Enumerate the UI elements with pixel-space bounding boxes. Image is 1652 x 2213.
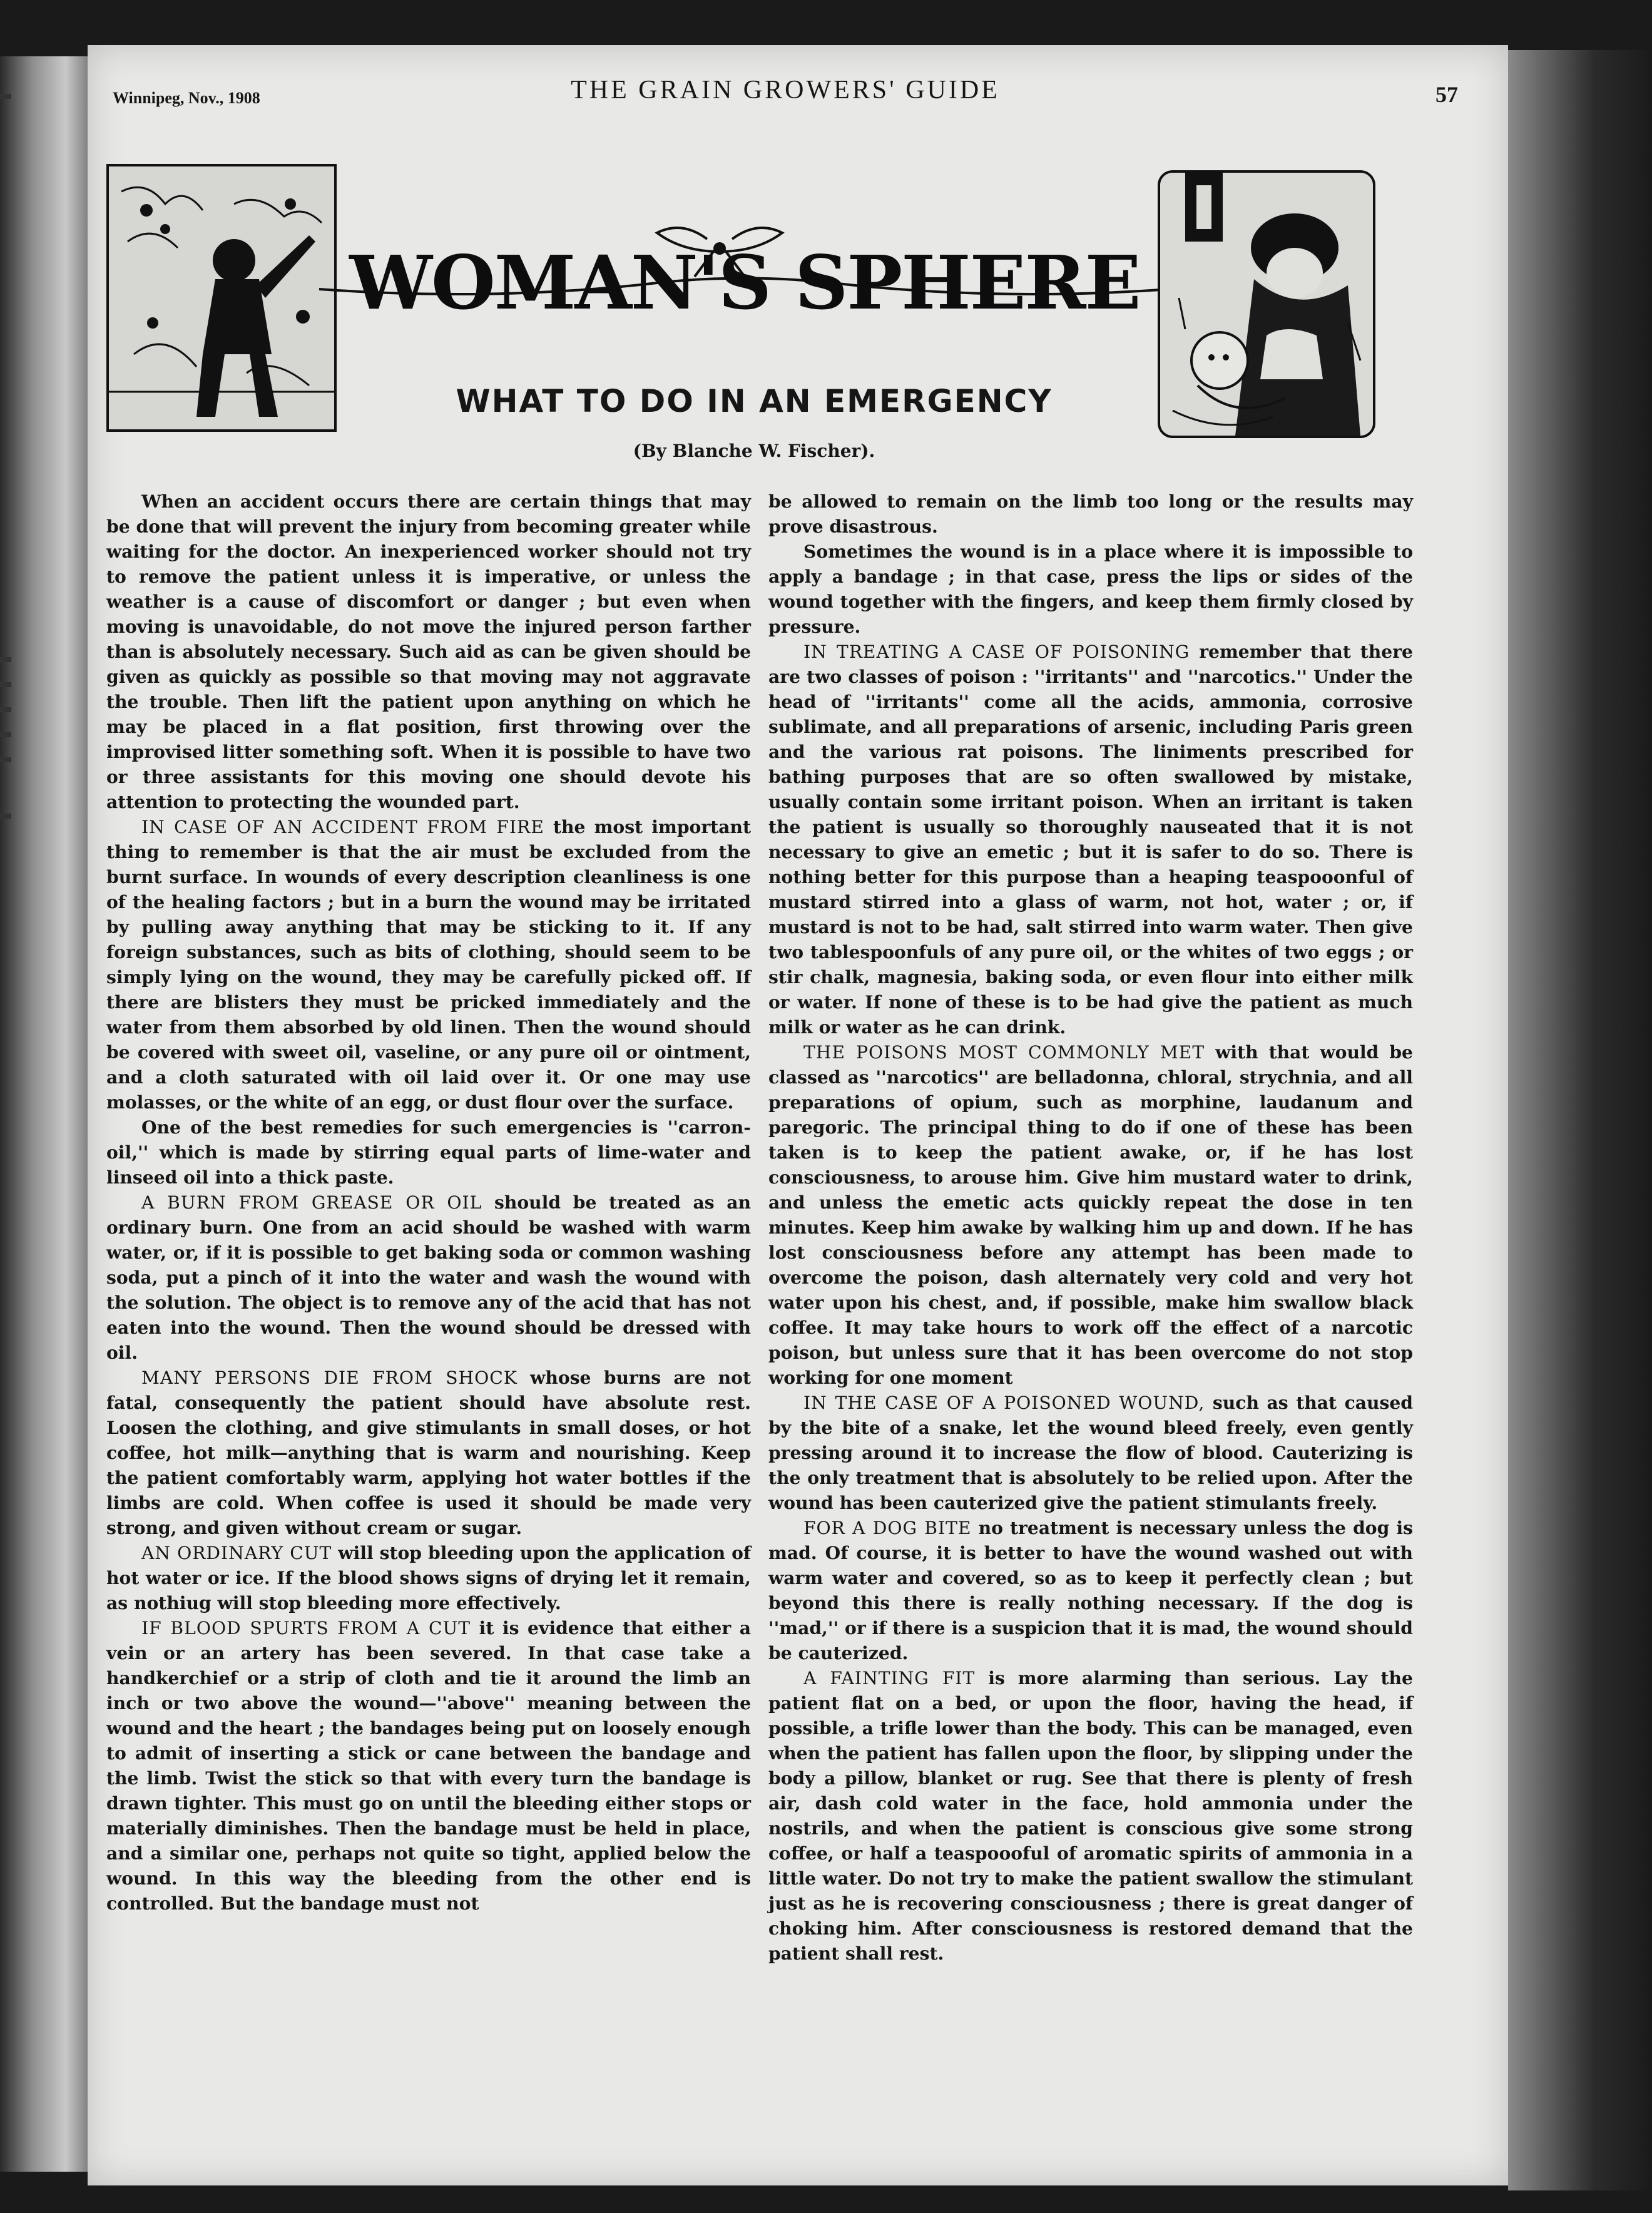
paragraph-text: whose burns are not fatal, consequently the patient should have absolute rest. Loosen the clothing, and give stimulants in small doses, or hot coffee, hot milk—anything that is warm and nourishing. Keep the patient comfortably warm, applying hot water bottles if the limbs are cold. When coffee is used it should be made very strong, and given without cream or sugar. <box>106 1367 751 1538</box>
mother-and-baby-illustration <box>1158 170 1375 438</box>
paper-name: THE GRAIN GROWERS' GUIDE <box>571 76 1000 105</box>
paragraph-lead-in: A BURN FROM GREASE OR OIL <box>141 1192 482 1213</box>
paragraph-lead-in: IF BLOOD SPURTS FROM A CUT <box>141 1618 471 1638</box>
article-paragraph <box>768 1666 1413 1966</box>
page-header <box>113 75 1458 113</box>
article-paragraph <box>106 1190 751 1366</box>
paragraph-text: should be treated as an ordinary burn. One from an acid should be washed with warm water, or, if it is possible to get baking soda or common washing soda, put a pinch of it into the water and wash the wound with the solution. The object is to remove any of the acid that has not eaten into the wound. Then the wound should be dressed with oil. <box>106 1192 751 1363</box>
article-paragraph <box>768 1391 1413 1516</box>
paragraph-lead-in: IN TREATING A CASE OF POISONING <box>803 641 1190 662</box>
paragraph-text: will stop bleeding upon the application of hot water or ice. If the blood shows signs of drying let it remain, as nothiug will stop bleeding more effectively. <box>106 1543 751 1613</box>
newspaper-page <box>88 45 1508 2185</box>
article-byline: (By Blanche W. Fischer). <box>633 441 875 461</box>
article-paragraph <box>106 489 751 815</box>
article-paragraph <box>106 1616 751 1916</box>
section-banner <box>307 214 1183 333</box>
paragraph-lead-in: IN THE CASE OF A POISONED WOUND, <box>803 1393 1205 1413</box>
paragraph-lead-in: AN ORDINARY CUT <box>141 1543 332 1563</box>
previous-page-edge <box>0 56 94 2172</box>
paragraph-text: such as that caused by the bite of a snake, let the wound bleed freely, even gently pressing around it to increase the flow of blood. Cauterizing is the only treatment that is absolutely to be relied upon. After the wound has been cauterized give the patient stimulants freely. <box>768 1393 1414 1513</box>
paragraph-text: When an accident occurs there are certain things that may be done that will prevent the injury from becoming greater while waiting for the doctor. An inexperienced worker should not try to remove the patient unless it is imperative, or unless the weather is a cause of discomfort or danger ; but even when moving is unavoidable, do not move the injured person farther than is absolutely necessary. Such aid as can be given should be given as quickly as possible so that moving may not aggravate the trouble. Then lift the patient upon anything on which he may be placed in a flat position, first throwing over the improvised litter something soft. When it is possible to have two or three assistants for this moving one should devote his attention to protecting the wounded part. <box>106 491 751 812</box>
article-column-left <box>106 489 751 1916</box>
paragraph-lead-in: IN CASE OF AN ACCIDENT FROM FIRE <box>141 817 544 837</box>
article-paragraph <box>768 489 1413 539</box>
dateline: Winnipeg, Nov., 1908 <box>113 89 260 107</box>
paragraph-lead-in: MANY PERSONS DIE FROM SHOCK <box>141 1367 518 1388</box>
paragraph-text: remember that there are two classes of poison : ''irritants'' and ''narcotics.'' Under the head of ''irritants'' come all the acids, ammonia, corrosive sublimate, and all preparations of arsenic, including Paris green and the various rat poisons. The liniments prescribed for bathing purposes that are so often swallowed by mistake, usually contain some irritant poison. When an irritant is taken the patient is usually so thoroughly nauseated that it is not necessary to give an emetic ; but it is safer to do so. There is nothing better for this purpose than a heaping teaspooonful of mustard stirred into a glass of warm, not hot, water ; or, if mustard is not to be had, salt stirred into warm water. Then give two tablespoonfuls of any pure oil, or the whites of two eggs ; or stir chalk, magnesia, baking soda, or even flour into either milk or water. If none of these is to be had give the patient as much milk or water as he can drink. <box>768 641 1413 1038</box>
paragraph-lead-in: THE POISONS MOST COMMONLY MET <box>803 1042 1205 1063</box>
page-number: 57 <box>1435 82 1458 107</box>
child-with-flowers-illustration <box>106 164 337 432</box>
article-paragraph <box>768 539 1413 640</box>
article-paragraph <box>106 1115 751 1190</box>
paragraph-text: is more alarming than serious. Lay the patient flat on a bed, or upon the floor, having the head, if possible, a trifle lower than the body. This can be managed, even when the patient has fallen upon the floor, by slipping under the body a pillow, blanket or rug. See that there is plenty of fresh air, dash cold water in the face, hold ammonia under the nostrils, and when the patient is conscious give some strong coffee, or half a teaspoooful of aromatic spirits of ammonia in a little water. Do not try to make the patient swallow the stimulant just as he is recovering consciousness ; there is great danger of choking him. After consciousness is restored demand that the patient shall rest. <box>768 1668 1413 1964</box>
article-paragraph <box>768 1040 1413 1391</box>
article-paragraph <box>106 1366 751 1541</box>
article-paragraph <box>106 1541 751 1616</box>
paragraph-text: One of the best remedies for such emergencies is ''carron-oil,'' which is made by stirring equal parts of lime-water and linseed oil into a thick paste. <box>106 1117 751 1188</box>
article-paragraph <box>768 1516 1413 1666</box>
paragraph-text: be allowed to remain on the limb too long or the results may prove disastrous. <box>768 491 1413 537</box>
article-column-right <box>768 489 1413 1966</box>
paragraph-text: with that would be classed as ''narcotics'' are belladonna, chloral, strychnia, and all preparations of opium, such as morphine, laudanum and paregoric. The principal thing to do if one of these has been taken is to keep the patient awake, or, if he has lost consciousness, to arouse him. Give him mustard water to drink, and unless the emetic acts quickly repeat the dose in ten minutes. Keep him awake by walking him up and down. If he has lost consciousness before any attempt has been made to overcome the poison, dash alternately very cold and very hot water upon his chest, and, if possible, make him swallow black coffee. It may take hours to work off the effect of a narcotic poison, but unless sure that it has been overcome do not stop working for one moment <box>768 1042 1413 1388</box>
paragraph-text: the most important thing to remember is that the air must be excluded from the burnt surface. In wounds of every description cleanliness is one of the healing factors ; but in a burn the wound may be irritated by pulling away anything that may be sticking to it. If any foreign substances, such as bits of clothing, should seem to be simply lying on the wound, they may be carefully picked off. If there are blisters they must be pricked immediately and the water from them absorbed by old linen. Then the wound should be covered with sweet oil, vaseline, or any pure oil or ointment, and a cloth saturated with oil laid over it. Or one may use molasses, or the white of an egg, or dust flour over the surface. <box>106 817 751 1113</box>
article-paragraph <box>768 640 1413 1040</box>
paragraph-text: it is evidence that either a vein or an artery has been severed. In that case take a handkerchief or a strip of cloth and tie it around the limb an inch or two above the wound—''above'' meaning between the wound and the heart ; the bandages being put on loosely enough to admit of inserting a stick or cane between the bandage and the limb. Twist the stick so that with every turn the bandage is drawn tighter. This must go on until the bleeding either stops or materially diminishes. Then the bandage must be held in place, and a similar one, perhaps not quite so tight, applied below the wound. In this way the bleeding from the other end is controlled. But the bandage must not <box>106 1618 751 1914</box>
paragraph-text: no treatment is necessary unless the dog is mad. Of course, it is better to have the wound washed out with warm water and covered, so as to keep it perfectly clean ; but beyond this there is really nothing necessary. If the dog is ''mad,'' or if there is a suspicion that it is mad, the wound should be cauterized. <box>768 1518 1414 1664</box>
paragraph-text: Sometimes the wound is in a place where it is impossible to apply a bandage ; in that case, press the lips or sides of the wound together with the fingers, and keep them firmly closed by pressure. <box>768 541 1413 637</box>
paragraph-lead-in: A FAINTING FIT <box>803 1668 976 1689</box>
paragraph-lead-in: FOR A DOG BITE <box>803 1518 972 1538</box>
article-title: WHAT TO DO IN AN EMERGENCY <box>456 383 1053 419</box>
article-paragraph <box>106 815 751 1115</box>
scan-background <box>1508 50 1652 2190</box>
section-title: WOMAN'S SPHERE <box>349 239 1140 326</box>
